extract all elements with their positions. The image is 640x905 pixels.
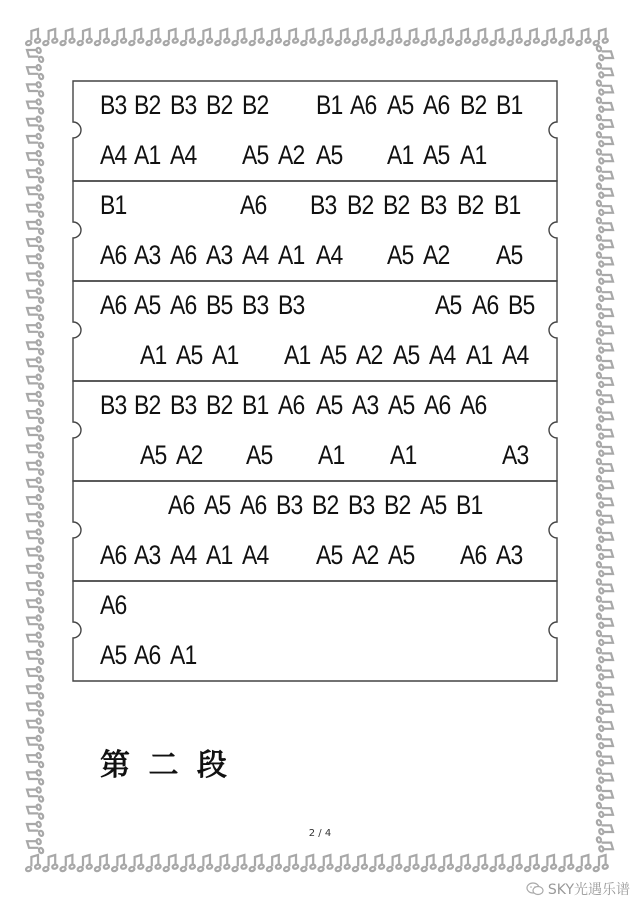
border-note-icon (27, 564, 43, 578)
border-note-icon (27, 805, 43, 819)
note-key: A5 (176, 340, 203, 370)
note-key: B5 (206, 290, 233, 320)
border-note-icon (422, 855, 436, 871)
note-key: A6 (100, 240, 127, 270)
note-key: A4 (502, 340, 529, 370)
border-note-icon (597, 166, 613, 180)
staff-6 (72, 580, 556, 680)
note-key: B3 (170, 390, 197, 420)
border-note-icon (27, 203, 43, 217)
border-note-icon (27, 254, 43, 268)
border-note-icon (508, 29, 522, 45)
border-note-icon (597, 270, 613, 284)
border-note-icon (597, 132, 613, 146)
border-note-icon (27, 65, 43, 79)
border-note-icon (597, 493, 613, 507)
border-note-icon (597, 682, 613, 696)
border-note-icon (284, 855, 298, 871)
note-key: A3 (352, 390, 379, 420)
border-note-icon (597, 321, 613, 335)
staff-line-1 (72, 487, 556, 523)
note-key: B3 (348, 490, 375, 520)
note-key: A6 (170, 290, 197, 320)
border-note-icon (473, 29, 487, 45)
note-key: A1 (284, 340, 311, 370)
staff-3 (72, 280, 556, 380)
border-note-icon (95, 855, 109, 871)
note-key: A2 (352, 540, 379, 570)
border-note-icon (181, 855, 195, 871)
note-key: A5 (242, 140, 269, 170)
note-key: B1 (494, 190, 521, 220)
border-note-icon (27, 753, 43, 767)
border-note-icon (27, 598, 43, 612)
border-note-icon (27, 237, 43, 251)
note-key: B3 (100, 390, 127, 420)
border-note-icon (27, 340, 43, 354)
border-note-icon (26, 855, 40, 871)
border-note-icon (597, 476, 613, 490)
border-note-icon (597, 596, 613, 610)
note-key: A5 (134, 290, 161, 320)
border-note-icon (597, 46, 613, 60)
border-note-icon (597, 700, 613, 714)
note-key: A1 (134, 140, 161, 170)
note-key: A6 (350, 90, 377, 120)
border-note-icon (27, 48, 43, 62)
border-note-icon (27, 323, 43, 337)
watermark-text: SKY光遇乐谱 (547, 882, 630, 898)
border-note-icon (27, 306, 43, 320)
note-key: A1 (206, 540, 233, 570)
note-key: A6 (100, 540, 127, 570)
note-key: A6 (278, 390, 305, 420)
border-note-icon (422, 29, 436, 45)
border-note-icon (559, 855, 573, 871)
border-note-icon (542, 29, 556, 45)
border-note-icon (353, 29, 367, 45)
border-note-icon (594, 29, 608, 45)
staff-5 (72, 480, 556, 580)
note-key: A3 (496, 540, 523, 570)
note-key: A6 (424, 390, 451, 420)
note-key: B3 (278, 290, 305, 320)
border-note-icon (576, 855, 590, 871)
note-key: A6 (100, 290, 127, 320)
border-note-icon (301, 29, 315, 45)
border-note-icon (597, 631, 613, 645)
border-note-icon (27, 650, 43, 664)
note-key: A3 (134, 240, 161, 270)
border-note-icon (597, 80, 613, 94)
border-note-icon (78, 855, 92, 871)
border-note-icon (597, 373, 613, 387)
border-note-icon (27, 220, 43, 234)
note-key: A6 (423, 90, 450, 120)
border-note-icon (27, 185, 43, 199)
note-key: A5 (316, 390, 343, 420)
note-key: A5 (387, 90, 414, 120)
staff-4 (72, 380, 556, 480)
border-note-icon (597, 510, 613, 524)
note-key: B3 (310, 190, 337, 220)
border-note-icon (112, 29, 126, 45)
border-note-icon (597, 579, 613, 593)
note-key: B1 (242, 390, 269, 420)
note-key: A5 (140, 440, 167, 470)
note-key: A6 (240, 490, 267, 520)
staff-line-1 (72, 87, 556, 123)
staff-line-2 (72, 437, 556, 473)
staff-line-2 (72, 637, 556, 673)
border-note-icon (27, 289, 43, 303)
border-note-icon (490, 29, 504, 45)
staff-1 (72, 80, 556, 180)
note-key: A6 (134, 640, 161, 670)
staff-line-2 (72, 137, 556, 173)
border-note-icon (27, 392, 43, 406)
border-note-icon (284, 29, 298, 45)
staff-line-2 (72, 537, 556, 573)
border-note-icon (597, 614, 613, 628)
border-note-icon (27, 581, 43, 595)
note-key: A5 (316, 140, 343, 170)
border-note-icon (27, 99, 43, 113)
border-note-icon (129, 855, 143, 871)
note-key: A5 (393, 340, 420, 370)
border-note-icon (353, 855, 367, 871)
border-note-icon (559, 29, 573, 45)
note-key: A5 (388, 390, 415, 420)
border-note-icon (27, 426, 43, 440)
border-note-icon (27, 117, 43, 131)
border-note-icon (597, 803, 613, 817)
note-key: B3 (100, 90, 127, 120)
section-title: 第 二 段 (100, 748, 231, 783)
border-note-icon (27, 82, 43, 96)
border-note-icon (26, 29, 40, 45)
note-key: A1 (212, 340, 239, 370)
note-key: A6 (100, 590, 127, 620)
border-note-icon (597, 235, 613, 249)
border-note-icon (336, 29, 350, 45)
border-note-icon (215, 855, 229, 871)
border-note-icon (597, 751, 613, 765)
border-note-icon (112, 855, 126, 871)
border-note-icon (597, 768, 613, 782)
border-note-icon (27, 770, 43, 784)
border-note-icon (232, 855, 246, 871)
note-key: A6 (460, 390, 487, 420)
note-key: B2 (242, 90, 269, 120)
note-key: A5 (435, 290, 462, 320)
note-key: B2 (312, 490, 339, 520)
note-key: A1 (318, 440, 345, 470)
border-note-icon (370, 29, 384, 45)
note-key: A5 (320, 340, 347, 370)
border-note-icon (597, 442, 613, 456)
border-note-icon (27, 151, 43, 165)
note-key: A5 (316, 540, 343, 570)
border-note-icon (232, 29, 246, 45)
note-key: A5 (387, 240, 414, 270)
note-key: A1 (466, 340, 493, 370)
note-key: A1 (460, 140, 487, 170)
note-key: A6 (460, 540, 487, 570)
note-key: A3 (502, 440, 529, 470)
page-number: 2 / 4 (308, 828, 332, 839)
border-note-icon (78, 29, 92, 45)
border-note-icon (404, 855, 418, 871)
border-note-icon (27, 839, 43, 853)
border-note-icon (95, 29, 109, 45)
note-key: A1 (387, 140, 414, 170)
border-note-icon (439, 855, 453, 871)
border-note-icon (597, 115, 613, 129)
border-note-icon (27, 667, 43, 681)
note-key: A5 (388, 540, 415, 570)
note-key: B2 (460, 90, 487, 120)
border-note-icon (404, 29, 418, 45)
border-note-icon (597, 528, 613, 542)
note-key: A4 (242, 240, 269, 270)
border-note-icon (27, 701, 43, 715)
note-key: A1 (390, 440, 417, 470)
note-key: A4 (170, 540, 197, 570)
border-note-icon (27, 633, 43, 647)
border-note-icon (597, 424, 613, 438)
note-key: B2 (134, 390, 161, 420)
note-key: B5 (508, 290, 535, 320)
border-note-icon (597, 665, 613, 679)
border-note-icon (27, 409, 43, 423)
staff-line-2 (72, 237, 556, 273)
note-key: A2 (176, 440, 203, 470)
border-note-icon (318, 29, 332, 45)
border-note-icon (597, 837, 613, 851)
border-note-icon (542, 855, 556, 871)
note-key: B1 (456, 490, 483, 520)
border-note-icon (525, 855, 539, 871)
note-key: A5 (204, 490, 231, 520)
border-note-icon (164, 29, 178, 45)
border-note-icon (597, 407, 613, 421)
border-note-icon (250, 29, 264, 45)
note-key: A3 (206, 240, 233, 270)
border-note-icon (27, 478, 43, 492)
border-note-icon (267, 855, 281, 871)
border-note-icon (597, 287, 613, 301)
border-note-icon (597, 545, 613, 559)
note-key: A6 (168, 490, 195, 520)
border-note-icon (456, 29, 470, 45)
note-key: B3 (420, 190, 447, 220)
border-note-icon (267, 29, 281, 45)
border-note-icon (27, 547, 43, 561)
border-note-icon (27, 512, 43, 526)
border-note-icon (597, 717, 613, 731)
border-note-icon (597, 356, 613, 370)
note-key: B2 (347, 190, 374, 220)
border-note-icon (370, 855, 384, 871)
note-key: B1 (496, 90, 523, 120)
note-key: B2 (383, 190, 410, 220)
note-key: A2 (423, 240, 450, 270)
border-note-icon (597, 786, 613, 800)
note-key: A4 (316, 240, 343, 270)
note-key: B2 (206, 390, 233, 420)
border-note-icon (597, 459, 613, 473)
border-note-icon (27, 461, 43, 475)
border-note-icon (164, 855, 178, 871)
note-key: A1 (170, 640, 197, 670)
note-key: A2 (356, 340, 383, 370)
border-note-icon (594, 855, 608, 871)
note-key: A4 (100, 140, 127, 170)
border-note-icon (27, 168, 43, 182)
border-note-icon (129, 29, 143, 45)
border-note-icon (490, 855, 504, 871)
border-note-icon (387, 29, 401, 45)
staff-line-1 (72, 287, 556, 323)
note-key: B1 (100, 190, 127, 220)
border-note-icon (597, 98, 613, 112)
staff-line-1 (72, 387, 556, 423)
staff-line-1 (72, 587, 556, 623)
note-key: A2 (278, 140, 305, 170)
border-note-icon (301, 855, 315, 871)
border-note-icon (597, 184, 613, 198)
staff-2 (72, 180, 556, 280)
border-note-icon (60, 855, 74, 871)
border-note-icon (597, 734, 613, 748)
border-note-icon (27, 615, 43, 629)
border-note-icon (597, 252, 613, 266)
note-key: A1 (278, 240, 305, 270)
border-note-icon (456, 855, 470, 871)
note-key: A6 (170, 240, 197, 270)
staff-line-2 (72, 337, 556, 373)
border-note-icon (27, 271, 43, 285)
border-note-icon (27, 443, 43, 457)
staff-line-1 (72, 187, 556, 223)
border-note-icon (27, 529, 43, 543)
border-note-icon (318, 855, 332, 871)
note-key: B3 (242, 290, 269, 320)
border-note-icon (576, 29, 590, 45)
note-key: A4 (429, 340, 456, 370)
border-note-icon (181, 29, 195, 45)
wechat-icon (526, 882, 544, 896)
border-note-icon (146, 29, 160, 45)
border-note-icon (597, 149, 613, 163)
note-key: B2 (206, 90, 233, 120)
note-key: A5 (246, 440, 273, 470)
note-key: B1 (316, 90, 343, 120)
border-note-icon (27, 375, 43, 389)
watermark (526, 879, 630, 899)
border-note-icon (597, 304, 613, 318)
border-note-icon (27, 684, 43, 698)
border-note-icon (597, 63, 613, 77)
border-note-icon (27, 495, 43, 509)
note-key: A1 (140, 340, 167, 370)
note-key: B3 (276, 490, 303, 520)
border-note-icon (146, 855, 160, 871)
score-box (72, 80, 556, 684)
border-note-icon (60, 29, 74, 45)
border-note-icon (43, 855, 57, 871)
border-note-icon (439, 29, 453, 45)
note-key: A5 (420, 490, 447, 520)
note-key: A5 (423, 140, 450, 170)
border-note-icon (43, 29, 57, 45)
border-note-icon (597, 390, 613, 404)
border-note-icon (597, 562, 613, 576)
note-key: A6 (472, 290, 499, 320)
border-note-icon (27, 134, 43, 148)
note-key: B2 (457, 190, 484, 220)
note-key: A4 (170, 140, 197, 170)
border-note-icon (525, 29, 539, 45)
border-note-icon (198, 855, 212, 871)
border-note-icon (473, 855, 487, 871)
note-key: B2 (134, 90, 161, 120)
border-note-icon (508, 855, 522, 871)
border-note-icon (27, 719, 43, 733)
note-key: A3 (134, 540, 161, 570)
border-note-icon (27, 787, 43, 801)
border-note-icon (597, 201, 613, 215)
note-key: A5 (496, 240, 523, 270)
note-key: B2 (384, 490, 411, 520)
note-key: B3 (170, 90, 197, 120)
border-note-icon (597, 218, 613, 232)
note-key: A6 (240, 190, 267, 220)
note-key: A4 (242, 540, 269, 570)
border-note-icon (250, 855, 264, 871)
border-note-icon (597, 338, 613, 352)
border-note-icon (387, 855, 401, 871)
border-note-icon (336, 855, 350, 871)
border-note-icon (27, 357, 43, 371)
border-note-icon (215, 29, 229, 45)
border-note-icon (198, 29, 212, 45)
border-note-icon (27, 736, 43, 750)
border-note-icon (597, 648, 613, 662)
note-key: A5 (100, 640, 127, 670)
